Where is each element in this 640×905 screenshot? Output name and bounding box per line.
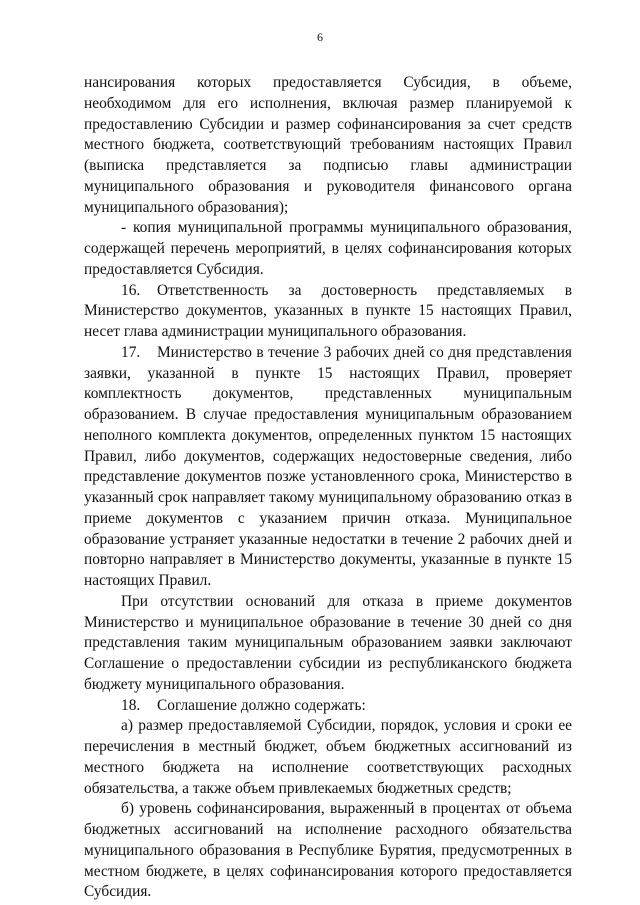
paragraph-18-text: Соглашение должно содержать: [157,696,366,714]
paragraph-16-number: 16. [121,281,141,299]
paragraph-18-a: а) размер предоставляемой Субсидии, порядок, условия и сроки ее перечисления в местный бюджет, объем бюджетных ассигнований из местного бюджета на исполнение соответствующих расходных обязательства, а также объем привлекаемых бюджетных средств; [84,717,572,797]
paragraph-17-number: 17. [121,343,141,361]
paragraph-18-b: б) уровень софинансирования, выраженный в процентах от объема бюджетных ассигнований на исполнение расходного обязательства муниципального образования в Республике Бурятия, предусмотренных в местном бюджете, в целях софинансирования которого предоставляется Субсидия. [84,800,572,901]
paragraph-no-grounds: При отсутствии оснований для отказа в приеме документов Министерство и муниципальное образование в течение 30 дней со дня представления таким муниципальным образованием заявки заключают Соглашение о предоставлении субсидии из республиканского бюджета бюджету муниципального образования. [84,592,572,693]
paragraph-17 [84,343,572,592]
paragraph-program-copy: - копия муниципальной программы муниципального образования, содержащей перечень мероприятий, в целях софинансирования которых предоставляется Субсидия. [84,219,572,278]
paragraph-continuation: нансирования которых предоставляется Субсидия, в объеме, необходимом для его исполнения, включая размер планируемой к предоставлению Субсидии и размер софинансирования за счет средств местного бюджета, соответствующий требованиям настоящих Правил (выписка представляется за подписью главы администрации муниципального образования и руководителя финансового органа муниципального образования); [84,74,572,216]
document-body [84,73,572,903]
page-number: 6 [317,30,323,44]
paragraph-18-number: 18. [121,696,141,714]
paragraph-16-text: Ответственность за достоверность представляемых в Министерство документов, указанных в пункте 15 настоящих Правил, несет глава администрации муниципального образования. [84,281,572,340]
paragraph-16 [84,281,572,343]
paragraph-18 [84,696,572,717]
paragraph-17-text: Министерство в течение 3 рабочих дней со дня представления заявки, указанной в пункте 15 настоящих Правил, проверяет комплектность документов, представленных муниципальным образованием. В случае предоставления муниципальным образованием неполного комплекта документов, определенных пунктом 15 настоящих Правил, либо документов, содержащих недостоверные сведения, либо представление документов позже установленного срока, Министерство в указанный срок направляет такому муниципальному образованию отказ в приеме документов с указанием причин отказа. Муниципальное образование устраняет указанные недостатки в течение 2 рабочих дней и повторно направляет в Министерство документы, указанные в пункте 15 настоящих Правил. [84,343,572,589]
